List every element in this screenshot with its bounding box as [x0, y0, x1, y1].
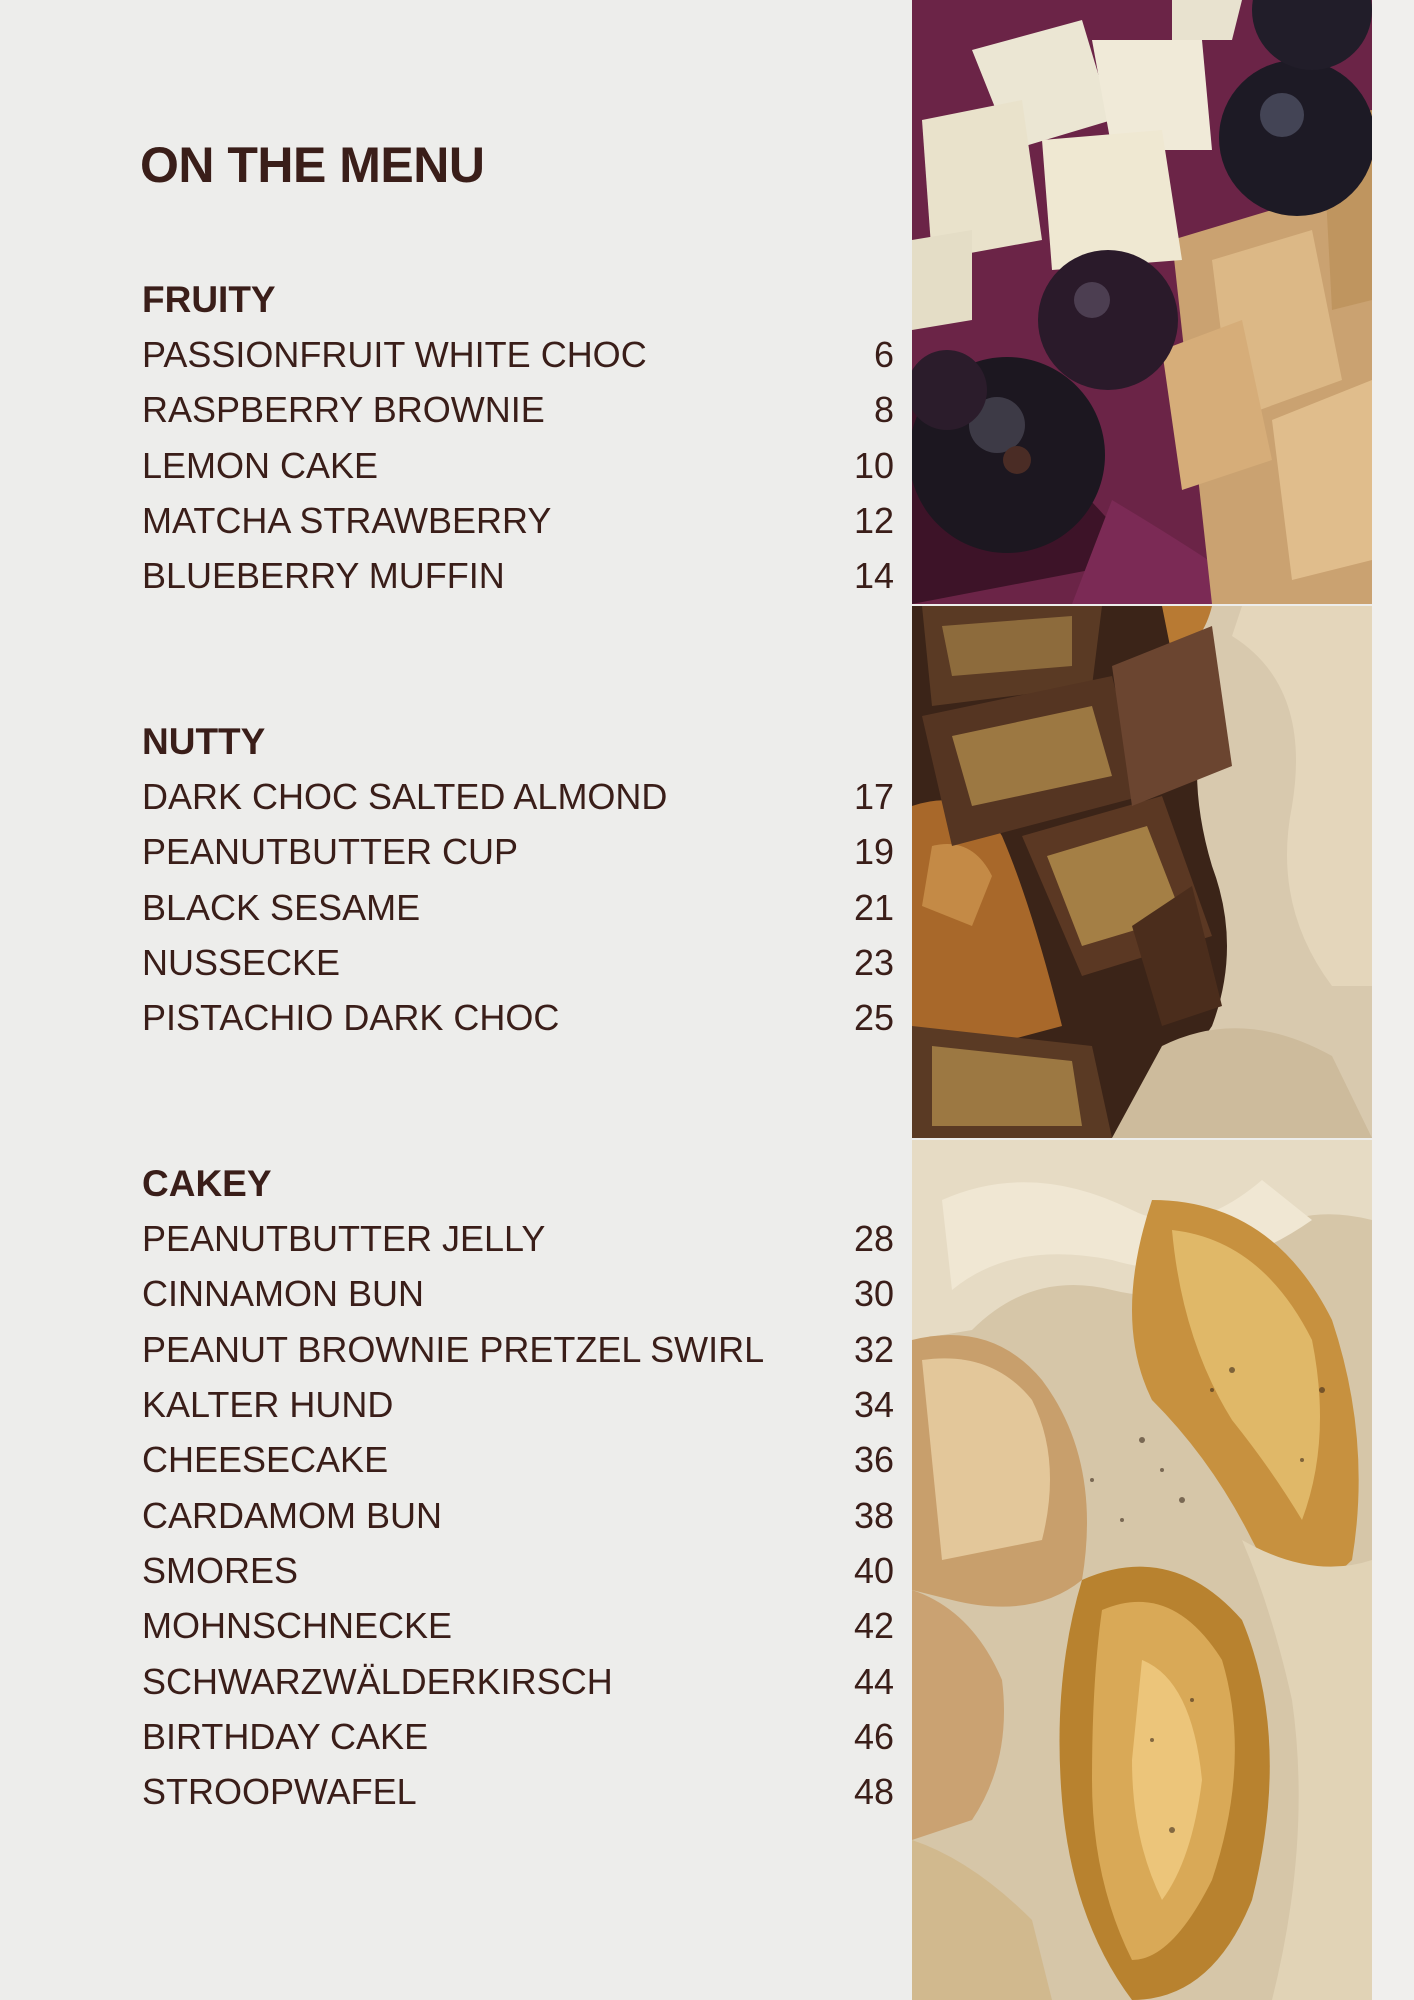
menu-item-page-number: 25: [853, 997, 894, 1039]
menu-item: [142, 327, 894, 382]
menu-item-name: MATCHA STRAWBERRY: [142, 500, 552, 542]
menu-item-page-number: 10: [853, 444, 894, 486]
menu-item-name: PISTACHIO DARK CHOC: [142, 997, 560, 1039]
page-title: ON THE MENU: [140, 137, 485, 193]
menu-item-name: LEMON CAKE: [142, 444, 379, 486]
menu-item-name: STROOPWAFEL: [142, 1771, 417, 1813]
menu-item-page-number: 38: [853, 1494, 894, 1536]
menu-item-name: KALTER HUND: [142, 1384, 394, 1426]
menu-item-page-number: 21: [853, 886, 894, 928]
menu-item-name: RASPBERRY BROWNIE: [142, 389, 545, 431]
menu-item-page-number: 23: [853, 942, 894, 984]
menu-item: [142, 548, 894, 603]
menu-item-name: BIRTHDAY CAKE: [142, 1715, 429, 1757]
menu-item-name: PEANUT BROWNIE PRETZEL SWIRL: [142, 1328, 765, 1370]
menu-item: [142, 382, 894, 437]
menu-item-page-number: 12: [853, 500, 894, 542]
menu-item-name: MOHNSCHNECKE: [142, 1605, 453, 1647]
menu-item-page-number: 30: [853, 1273, 894, 1315]
menu-item: [142, 935, 894, 990]
menu-item: [142, 1211, 894, 1266]
menu-item-page-number: 6: [873, 334, 894, 376]
menu-item-name: BLUEBERRY MUFFIN: [142, 555, 505, 597]
section-heading: FRUITY: [142, 279, 276, 320]
menu-item-page-number: 46: [853, 1715, 894, 1757]
menu-item: [142, 1487, 894, 1542]
menu-item: [142, 493, 894, 548]
menu-item-name: CARDAMOM BUN: [142, 1494, 443, 1536]
section-heading: CAKEY: [142, 1163, 272, 1204]
menu-item-page-number: 36: [853, 1439, 894, 1481]
menu-item-page-number: 48: [853, 1771, 894, 1813]
section-heading: NUTTY: [142, 721, 266, 762]
menu-item: [142, 1543, 894, 1598]
menu-item-page-number: 40: [853, 1549, 894, 1591]
menu-item: [142, 1598, 894, 1653]
blueberry-white-chocolate-photo: [912, 0, 1372, 604]
menu-item: [142, 1432, 894, 1487]
menu-item: [142, 1653, 894, 1708]
menu-item: [142, 1764, 894, 1819]
menu-item: [142, 880, 894, 935]
menu-section-nutty: [142, 714, 894, 1045]
menu-item: [142, 990, 894, 1045]
menu-item: [142, 769, 894, 824]
peanut-butter-cup-photo: [912, 606, 1372, 1138]
menu-item-name: NUSSECKE: [142, 942, 341, 984]
menu-item-name: PASSIONFRUIT WHITE CHOC: [142, 334, 647, 376]
menu-item: [142, 824, 894, 879]
menu-item: [142, 1709, 894, 1764]
menu-item-name: DARK CHOC SALTED ALMOND: [142, 776, 668, 818]
menu-item-name: CHEESECAKE: [142, 1439, 389, 1481]
menu-item-page-number: 44: [853, 1660, 894, 1702]
menu-item-name: PEANUTBUTTER CUP: [142, 831, 519, 873]
menu-item-name: SCHWARZWÄLDERKIRSCH: [142, 1660, 613, 1702]
menu-item-page-number: 14: [853, 555, 894, 597]
menu-section-fruity: [142, 272, 894, 603]
caramel-pastry-photo: [912, 1140, 1372, 2000]
menu-item-page-number: 32: [853, 1328, 894, 1370]
photo-column: [912, 0, 1372, 2000]
menu-item-name: CINNAMON BUN: [142, 1273, 425, 1315]
menu-item: [142, 1266, 894, 1321]
menu-section-cakey: [142, 1156, 894, 1819]
menu-item: [142, 1322, 894, 1377]
menu-item: [142, 438, 894, 493]
menu-item-page-number: 8: [873, 389, 894, 431]
menu-item-page-number: 17: [853, 776, 894, 818]
menu-item-page-number: 42: [853, 1605, 894, 1647]
menu-item-page-number: 28: [853, 1218, 894, 1260]
menu-item-name: BLACK SESAME: [142, 886, 421, 928]
menu-item-name: SMORES: [142, 1549, 299, 1591]
right-margin: [1372, 0, 1414, 2000]
menu-item-page-number: 34: [853, 1384, 894, 1426]
menu-item: [142, 1377, 894, 1432]
menu-item-page-number: 19: [853, 831, 894, 873]
menu-item-name: PEANUTBUTTER JELLY: [142, 1218, 546, 1260]
